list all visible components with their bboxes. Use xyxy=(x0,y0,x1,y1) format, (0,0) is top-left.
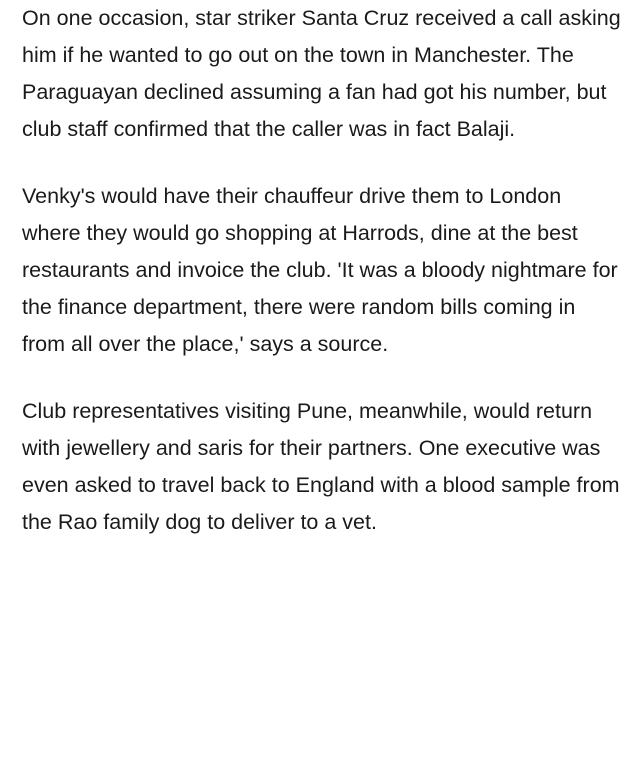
paragraph-venkys-london: Venky's would have their chauffeur drive them to London where they would go shopping at Harrods, dine at the best restaurants and invoice the club. 'It was a bloody nightmare for the finance department, there were random bills coming in from all over the place,' says a source. xyxy=(22,184,618,356)
article-body xyxy=(22,0,622,541)
paragraph-santa-cruz: On one occasion, star striker Santa Cruz received a call asking him if he wanted to go out on the town in Manchester. The Paraguayan declined assuming a fan had got his number, but club staff confirmed that the caller was in fact Balaji. xyxy=(22,6,621,141)
paragraph-club-representatives: Club representatives visiting Pune, meanwhile, would return with jewellery and saris for their partners. One executive was even asked to travel back to England with a blood sample from the Rao family dog to deliver to a vet. xyxy=(22,399,620,534)
